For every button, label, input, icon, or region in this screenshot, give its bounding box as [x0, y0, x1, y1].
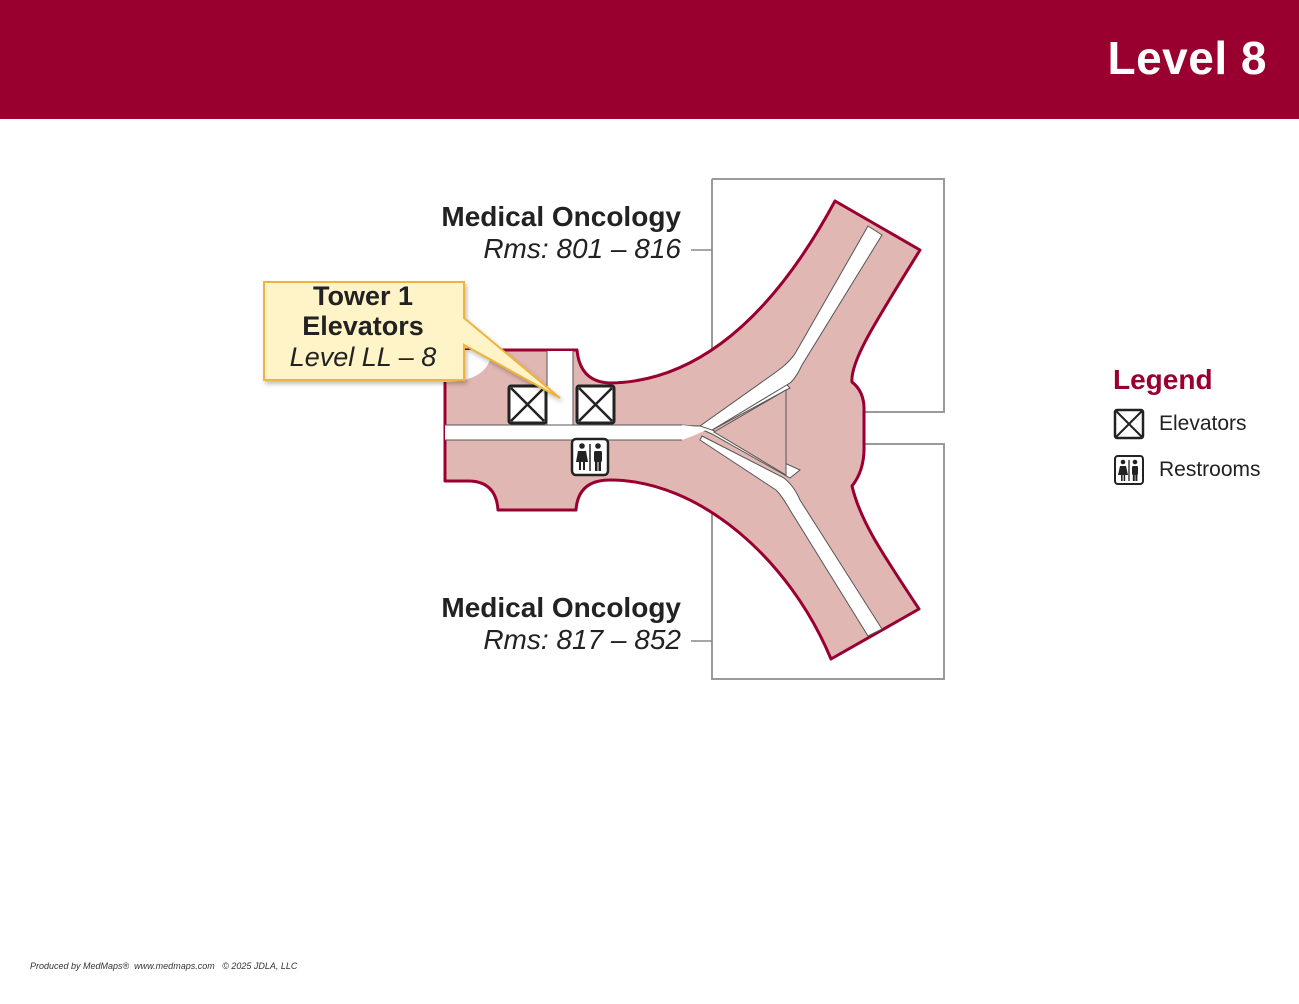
lower-wing-rooms: Rms: 817 – 852 — [483, 624, 681, 655]
legend-label-elevators: Elevators — [1159, 412, 1247, 435]
footer-credit: Produced by MedMaps® www.medmaps.com © 2025 JDLA, LLC — [30, 961, 298, 971]
restroom-icon — [1113, 454, 1145, 486]
legend-item-restrooms — [1113, 454, 1261, 500]
elevator-icon — [1113, 408, 1145, 440]
elevator-icon — [509, 386, 546, 423]
callout-title-2: Elevators — [302, 311, 424, 341]
vertical-corridor — [547, 351, 573, 425]
legend-title: Legend — [1113, 364, 1213, 395]
elevator-callout — [262, 281, 464, 373]
elevator-icon — [577, 386, 614, 423]
upper-wing-label — [441, 201, 681, 265]
callout-title-1: Tower 1 — [312, 281, 414, 311]
upper-wing-name: Medical Oncology — [441, 201, 681, 232]
callout-subtitle: Level LL – 8 — [289, 342, 437, 372]
lower-wing-name: Medical Oncology — [441, 592, 681, 623]
restroom-icon — [572, 439, 608, 475]
horizontal-corridor — [445, 425, 706, 440]
legend — [1113, 362, 1261, 500]
legend-label-restrooms: Restrooms — [1159, 458, 1261, 481]
level-title: Level 8 — [1107, 32, 1267, 84]
upper-wing-rooms: Rms: 801 – 816 — [483, 233, 681, 264]
legend-item-elevators — [1113, 408, 1247, 454]
lower-wing-label — [441, 592, 681, 656]
